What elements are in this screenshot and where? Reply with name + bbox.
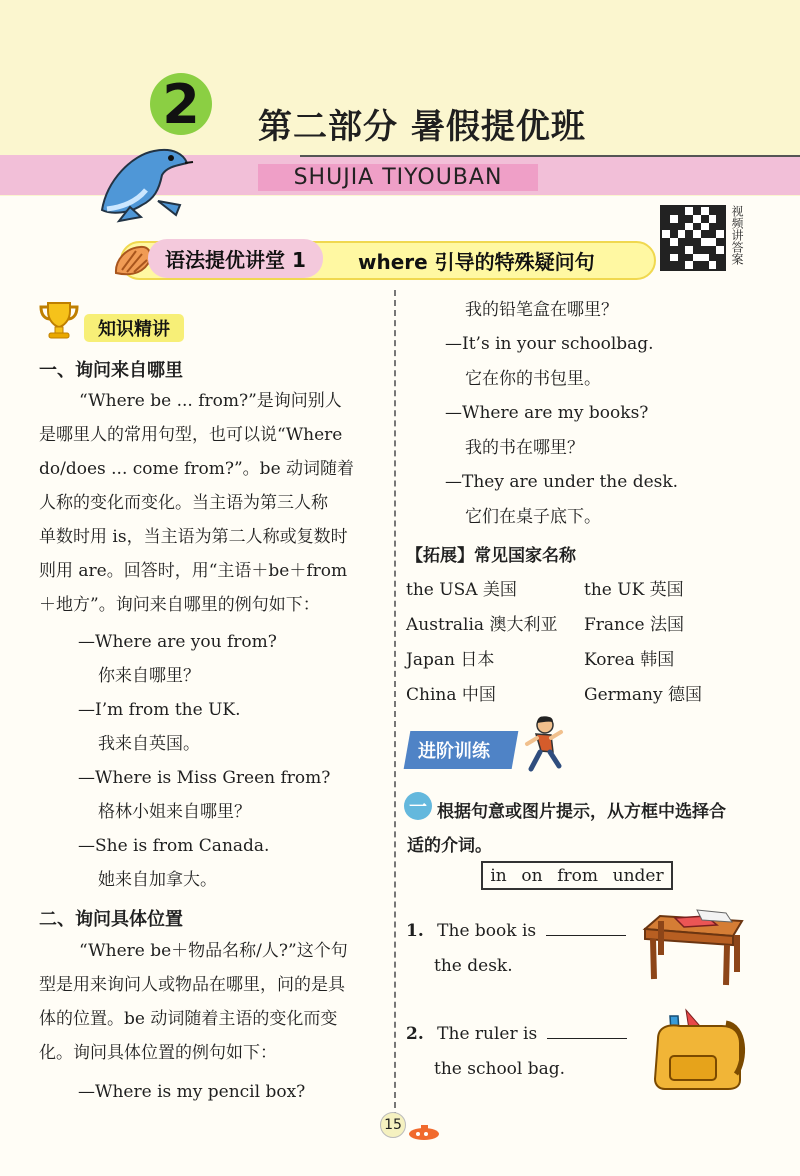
submarine-icon [406,1123,442,1141]
question-text: the school bag. [434,1059,566,1079]
advanced-title: 进阶训练 [418,741,490,762]
question-number: 2. [406,1024,424,1044]
dialog-en: —It’s in your schoolbag. [445,334,654,354]
dialog-en: —She is from Canada. [78,836,270,856]
paragraph-line: 则用 are。回答时，用“主语＋be＋from [39,561,348,581]
dialog-cn: 我来自英国。 [98,734,200,754]
topic-title: where 引导的特殊疑问句 [358,250,595,274]
paragraph-line: ＋地方”。询问来自哪里的例句如下： [39,595,320,615]
answer-blank[interactable] [546,934,626,936]
desk-with-book-icon [642,905,750,987]
exercise-instruction [407,795,726,863]
paragraph-line: 化。询问具体位置的例句如下： [39,1043,277,1063]
word-option: from [557,865,598,886]
dialog-cn: 她来自加拿大。 [98,870,217,890]
exercise-badge: 一 [404,792,432,820]
paragraph-line: do/does ... come from?”。be 动词随着 [39,459,355,479]
page-number: 15 [380,1112,406,1138]
paragraph-line: 型是用来询问人或物品在哪里，问的是具 [39,975,345,995]
dialog-cn: 你来自哪里？ [98,666,200,686]
question-number: 1. [406,921,424,941]
part-title: 第二部分 暑假提优班 [258,107,586,147]
instruction-line: 根据句意或图片提示，从方框中选择合 [437,802,726,822]
expand-title: 【拓展】常见国家名称 [406,546,576,566]
country-item: China 中国 [406,685,496,705]
country-item: the UK 英国 [584,580,684,600]
word-option: in [490,865,507,886]
country-item: Germany 德国 [584,685,702,705]
column-divider [394,290,396,1118]
section2-paragraph [39,934,391,1070]
dialog-cn: 我的书在哪里？ [465,438,584,458]
section-heading-origin: 一、询问来自哪里 [39,360,183,381]
word-option: on [521,865,543,886]
dialog-en: —Where are you from? [78,632,277,652]
paragraph-line: 体的位置。be 动词随着主语的变化而变 [39,1009,338,1029]
country-item: the USA 美国 [406,580,517,600]
paragraph-line: 单数时用 is，当主语为第二人称或复数时 [39,527,348,547]
paragraph-line: “Where be＋物品名称/人?”这个句 [79,941,348,961]
question-2 [406,1017,627,1051]
dialog-cn: 格林小姐来自哪里？ [98,802,251,822]
qr-label: 视频讲答案 [730,205,744,265]
dialog-cn: 它们在桌子底下。 [465,507,601,527]
header-rule [300,155,800,157]
paragraph-line: 人称的变化而变化。当主语为第三人称 [39,493,328,513]
country-item: France 法国 [584,615,684,635]
trophy-icon [38,299,80,341]
qr-code-icon[interactable] [660,205,726,271]
section-heading-location: 二、询问具体位置 [39,909,183,930]
instruction-line: 适的介词。 [407,836,492,856]
dialog-en: —They are under the desk. [445,472,679,492]
knowledge-title: 知识精讲 [84,314,184,342]
country-item: Japan 日本 [406,650,495,670]
question-text: The ruler is [437,1024,538,1044]
topic-label: 语法提优讲堂 1 [148,239,323,278]
dialog-origin [78,625,330,897]
dialog-en: —Where is Miss Green from? [78,768,331,788]
question-1 [406,914,626,948]
section1-paragraph [39,384,391,622]
dialog-en: —Where is my pencil box? [78,1082,306,1102]
dialog-en: —Where are my books? [445,403,649,423]
answer-blank[interactable] [547,1037,627,1039]
paragraph-line: “Where be ... from?”是询问别人 [79,391,342,411]
paragraph-line: 是哪里人的常用句型，也可以说“Where [39,425,343,445]
dialog-cn: 我的铅笔盒在哪里？ [465,300,618,320]
runner-icon [523,714,566,778]
country-item: Australia 澳大利亚 [406,615,558,635]
dialog-en: —I’m from the UK. [78,700,241,720]
part-pinyin: SHUJIA TIYOUBAN [258,164,538,191]
country-item: Korea 韩国 [584,650,675,670]
dialog-cn: 它在你的书包里。 [465,369,601,389]
part-number-badge: 2 [150,73,212,135]
question-text: The book is [437,921,537,941]
schoolbag-with-ruler-icon [650,1008,746,1090]
word-option: under [612,865,664,886]
word-bank [481,861,673,890]
question-text: the desk. [434,956,513,976]
seal-mascot-icon [92,135,197,225]
